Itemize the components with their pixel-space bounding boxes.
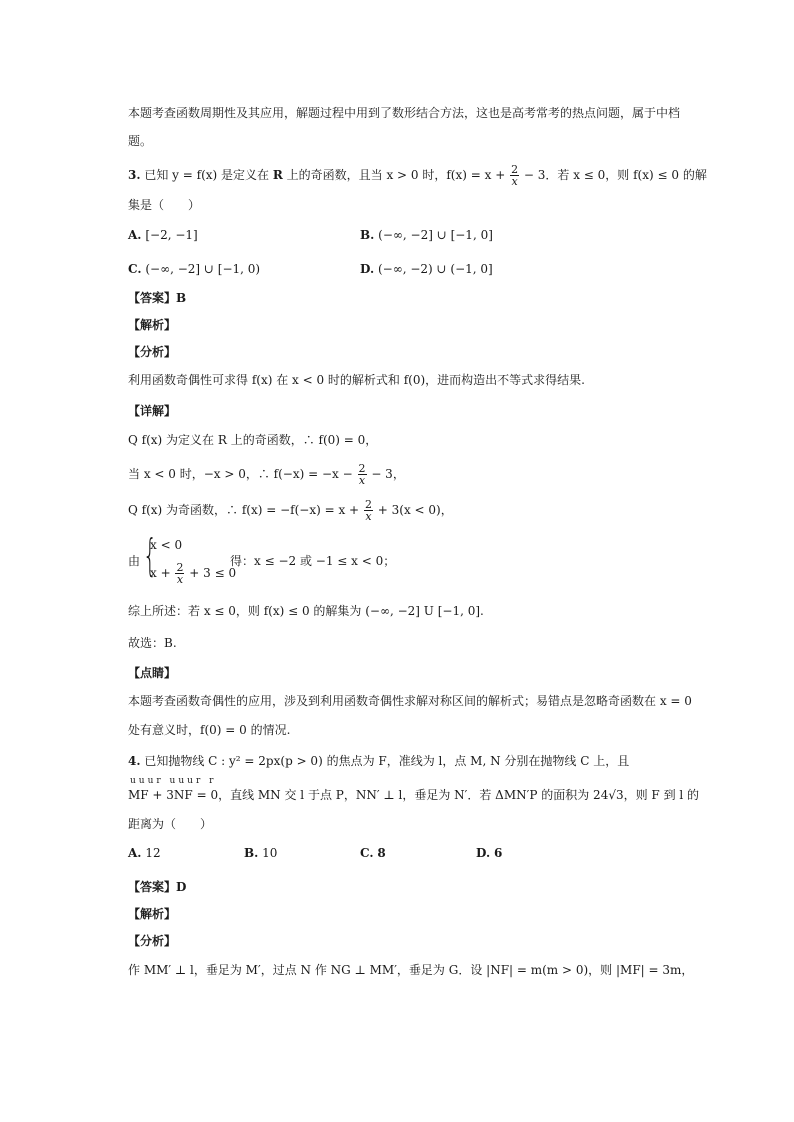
q4-option-d-label: D.: [476, 846, 491, 860]
q3-system-you: 由: [128, 554, 141, 568]
q3-option-c: [128, 260, 260, 278]
q3-system-line-2-part-a: x +: [150, 566, 175, 580]
q3-fenxi-text: 利用函数奇偶性可求得 f(x) 在 x < 0 时的解析式和 f(0)，进而构造出不等式求得结果.: [128, 373, 585, 387]
q3-dianjing-line-1: 本题考查函数奇偶性的应用，涉及到利用函数奇偶性求解对称区间的解析式；易错点是忽略奇函数在 x = 0: [128, 694, 692, 708]
q3-system-fraction: [175, 562, 184, 585]
q4-option-b: [244, 844, 277, 862]
q3-option-d-label: D.: [360, 262, 375, 276]
q4-option-d-text: 6: [493, 846, 503, 860]
q3-option-c-text: (−∞, −2] ∪ [−1, 0): [145, 262, 261, 276]
q3-number: 3.: [128, 168, 141, 182]
q3-option-c-label: C.: [128, 262, 142, 276]
q3-stem-line-2: 集是（ ）: [128, 198, 201, 212]
q4-stem-line-3: 距离为（ ）: [128, 817, 213, 831]
q3-jiexi-heading: 【解析】: [128, 318, 177, 332]
q3-option-a-text: [−2, −1]: [145, 228, 198, 242]
q3-system-line-2-part-b: + 3 ≤ 0: [185, 566, 237, 580]
q4-option-c-label: C.: [360, 846, 374, 860]
q3-stem-fraction: [510, 164, 519, 187]
q4-option-d: [476, 844, 502, 862]
q4-option-a-text: 12: [145, 846, 161, 860]
q3-option-b: [360, 226, 493, 244]
intro-line-1: 本题考查函数周期性及其应用，解题过程中用到了数形结合方法，这也是高考常考的热点问题，属于中档: [128, 106, 681, 120]
q4-option-a-label: A.: [128, 846, 142, 860]
q4-vector-arrow-marks: uuur uuur r: [130, 776, 217, 786]
q4-stem-line-1: [128, 752, 629, 770]
q3-step-2-part-b: − 3，: [367, 467, 405, 481]
q3-step-3: [128, 499, 453, 522]
q3-stem-line-1: [128, 164, 707, 187]
q3-step-3-fraction: [364, 499, 373, 522]
q4-option-c-text: 8: [377, 846, 386, 860]
q3-summary: 综上所述：若 x ≤ 0，则 f(x) ≤ 0 的解集为 (−∞, −2] U [−1, 0].: [128, 604, 484, 618]
q4-option-b-text: 10: [262, 846, 278, 860]
q4-option-c: [360, 844, 386, 862]
q3-option-a-label: A.: [128, 228, 142, 242]
q3-option-b-label: B.: [360, 228, 375, 242]
q3-system-line-1: x < 0: [150, 538, 183, 552]
q3-step-1: Q f(x) 为定义在 R 上的奇函数，∴ f(0) = 0，: [128, 433, 378, 447]
q4-answer: 【答案】D: [128, 880, 187, 894]
q4-number: 4.: [128, 754, 141, 768]
q3-frac-denominator: x: [511, 175, 518, 188]
q3-stem-part-c: − 3．若 x ≤ 0，则 f(x) ≤ 0 的解: [520, 168, 707, 182]
q4-stem-line-2: MF + 3NF = 0，直线 MN 交 l 于点 P，NN′ ⊥ l，垂足为 N′．若 ΔMN′P 的面积为 24√3，则 F 到 l 的: [128, 788, 700, 802]
q3-step-3-numerator: 2: [364, 498, 372, 511]
q3-stem-set-R: R: [272, 168, 283, 182]
q3-system-result: 得：x ≤ −2 或 −1 ≤ x < 0；: [230, 554, 396, 568]
q4-fenxi-text: 作 MM′ ⊥ l，垂足为 M′，过点 N 作 NG ⊥ MM′，垂足为 G．设 |NF| = m(m > 0)，则 |MF| = 3m，: [128, 963, 694, 977]
q3-option-d: [360, 260, 493, 278]
q4-fenxi-heading: 【分析】: [128, 934, 177, 948]
q3-step-3-part-a: Q f(x) 为奇函数，∴ f(x) = −f(−x) = x +: [128, 503, 363, 517]
q3-step-2-denominator: x: [358, 474, 366, 487]
q3-option-a: [128, 226, 198, 244]
q3-xiangjie-heading: 【详解】: [128, 404, 177, 418]
q3-step-2-fraction: [358, 463, 367, 486]
q4-option-a: [128, 844, 161, 862]
intro-line-2: 题。: [128, 134, 153, 148]
q3-step-3-part-b: + 3(x < 0)，: [373, 503, 453, 517]
q3-dianjing-heading: 【点睛】: [128, 666, 177, 680]
q3-step-2-part-a: 当 x < 0 时，−x > 0，∴ f(−x) = −x −: [128, 467, 357, 481]
q4-stem-1: 已知抛物线 C : y² = 2px(p > 0) 的焦点为 F，准线为 l，点 M, N 分别在抛物线 C 上，且: [144, 754, 630, 768]
q3-fenxi-heading: 【分析】: [128, 345, 177, 359]
q3-system-denominator: x: [176, 573, 184, 586]
q4-option-b-label: B.: [244, 846, 259, 860]
system-brace-icon: {: [143, 530, 157, 581]
q3-step-2: [128, 463, 405, 486]
q3-system-numerator: 2: [176, 561, 184, 574]
q3-option-d-text: (−∞, −2) ∪ (−1, 0]: [377, 262, 493, 276]
q4-jiexi-heading: 【解析】: [128, 907, 177, 921]
q3-answer: 【答案】B: [128, 291, 187, 305]
q3-dianjing-line-2: 处有意义时，f(0) = 0 的情况.: [128, 723, 291, 737]
q3-frac-numerator: 2: [511, 163, 519, 176]
q3-stem-part-a: 已知 y = f(x) 是定义在: [144, 168, 273, 182]
q3-step-2-numerator: 2: [358, 462, 366, 475]
q3-option-b-text: (−∞, −2] ∪ [−1, 0]: [378, 228, 493, 242]
q3-stem-part-b: 上的奇函数，且当 x > 0 时，f(x) = x +: [282, 168, 510, 182]
q3-choose: 故选：B.: [128, 636, 177, 650]
q3-step-3-denominator: x: [365, 510, 372, 523]
q3-system-line-2: [150, 562, 236, 585]
